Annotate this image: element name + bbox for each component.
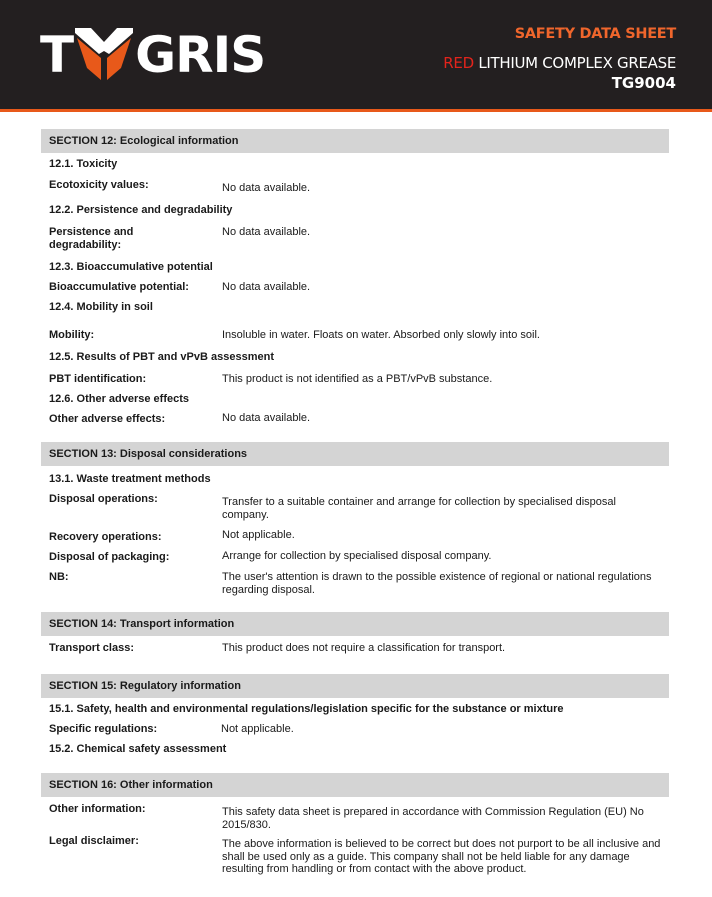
persistence-label: Persistence and degradability:	[49, 226, 134, 251]
logo-text-right: GRIS	[135, 26, 266, 84]
pbt-value: This product is not identified as a PBT/vPvB substance.	[222, 373, 493, 385]
product-name: LITHIUM COMPLEX GREASE	[478, 54, 676, 72]
nb-value: The user's attention is drawn to the possible existence of regional or national regulations regarding disposal.	[222, 571, 652, 596]
tygris-y-mark-icon	[75, 28, 133, 80]
mobility-label: Mobility:	[49, 329, 95, 341]
disposal-packaging-value: Arrange for collection by specialised disposal company.	[222, 550, 492, 562]
logo-text-left: T	[40, 26, 74, 84]
disposal-operations-label: Disposal operations:	[49, 493, 158, 505]
section-12-header: SECTION 12: Ecological information	[41, 129, 669, 153]
product-color: RED	[443, 54, 474, 72]
bioaccumulative-heading: 12.3. Bioaccumulative potential	[49, 261, 213, 273]
pbt-heading: 12.5. Results of PBT and vPvB assessment	[49, 351, 274, 363]
transport-class-label: Transport class:	[49, 642, 134, 654]
bioaccumulative-label: Bioaccumulative potential:	[49, 281, 189, 293]
bioaccumulative-value: No data available.	[222, 281, 311, 293]
toxicity-heading: 12.1. Toxicity	[49, 158, 118, 170]
page-header	[0, 0, 712, 109]
pbt-label: PBT identification:	[49, 373, 147, 385]
ecotoxicity-label: Ecotoxicity values:	[49, 179, 149, 191]
section-15-header: SECTION 15: Regulatory information	[41, 674, 669, 698]
ecotoxicity-value: No data available.	[222, 182, 311, 194]
persistence-heading: 12.2. Persistence and degradability	[49, 204, 233, 216]
regulations-heading: 15.1. Safety, health and environmental regulations/legislation specific for the substance or mixture	[49, 703, 564, 715]
persistence-value: No data available.	[222, 226, 311, 238]
mobility-heading: 12.4. Mobility in soil	[49, 301, 153, 313]
section-13-header: SECTION 13: Disposal considerations	[41, 442, 669, 466]
header-accent-line	[0, 109, 712, 112]
specific-regulations-label: Specific regulations:	[49, 723, 158, 735]
transport-class-value: This product does not require a classification for transport.	[222, 642, 506, 654]
nb-label: NB:	[49, 571, 69, 583]
specific-regulations-value: Not applicable.	[221, 723, 294, 735]
recovery-operations-value: Not applicable.	[222, 529, 295, 541]
other-effects-heading: 12.6. Other adverse effects	[49, 393, 190, 405]
section-16-header: SECTION 16: Other information	[41, 773, 669, 797]
section-14-header: SECTION 14: Transport information	[41, 612, 669, 636]
other-information-value: This safety data sheet is prepared in accordance with Commission Regulation (EU) No 2015/830.	[222, 806, 644, 831]
waste-treatment-heading: 13.1. Waste treatment methods	[49, 473, 211, 485]
legal-disclaimer-label: Legal disclaimer:	[49, 835, 139, 847]
doc-type-title: SAFETY DATA SHEET	[514, 26, 676, 42]
chemical-safety-heading: 15.2. Chemical safety assessment	[49, 743, 227, 755]
other-information-label: Other information:	[49, 803, 146, 815]
other-effects-label: Other adverse effects:	[49, 413, 166, 425]
legal-disclaimer-value: The above information is believed to be correct but does not purport to be all inclusive and shall be used only as a guide. This company shall not be held liable for any damage resulting from handling or from contact with the above product.	[222, 838, 661, 875]
product-code: TG9004	[611, 74, 676, 92]
recovery-operations-label: Recovery operations:	[49, 531, 162, 543]
mobility-value: Insoluble in water. Floats on water. Absorbed only slowly into soil.	[222, 329, 540, 341]
other-effects-value: No data available.	[222, 412, 311, 424]
tygris-logo	[40, 26, 266, 84]
disposal-operations-value: Transfer to a suitable container and arrange for collection by specialised disposal company.	[222, 496, 616, 521]
product-name-line	[443, 54, 676, 72]
disposal-packaging-label: Disposal of packaging:	[49, 551, 170, 563]
